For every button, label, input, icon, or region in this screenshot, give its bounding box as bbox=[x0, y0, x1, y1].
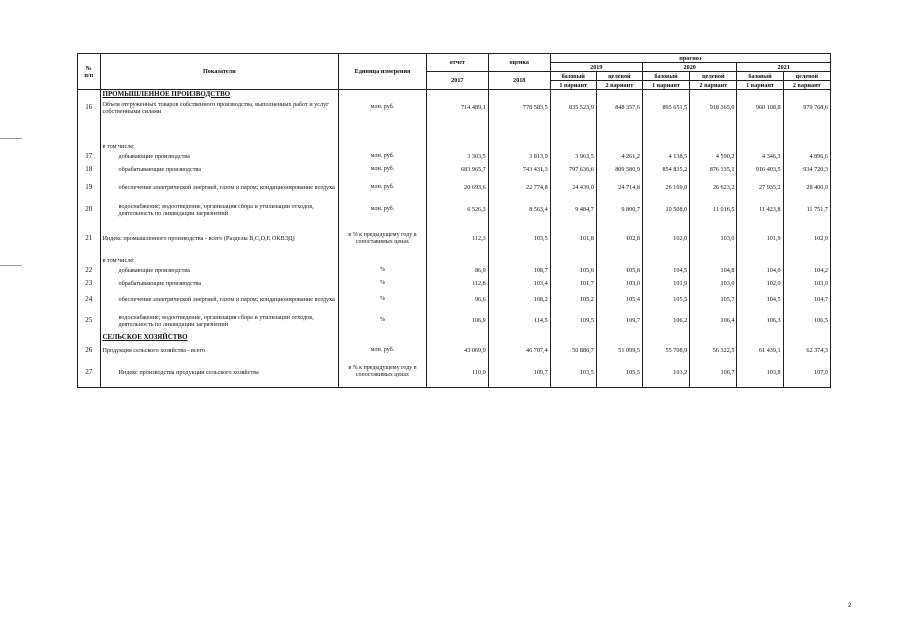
header-v1-2019: 1 вариант bbox=[550, 81, 596, 90]
header-target-2020: целевой bbox=[690, 72, 737, 81]
table-row: 26 Продукция сельского хозяйства - всего млн. руб. 43 069,9 46 707,4 50 886,7 51 099,5 55 708,9 56 322,5 61 439,1 62 374,3 bbox=[78, 344, 831, 358]
table-row: 27 Индекс производства продукции сельского хозяйства в % к предыдущему году в сопоставимых ценах 110,0 109,7 103,5 105,5 103,2 106,7 103,8 107,0 bbox=[78, 358, 831, 388]
table-row: 17 добывающие производства млн. руб. 3 303,5 3 813,9 3 963,5 4 261,2 4 138,5 4 590,2 4 346,3 4 896,6 bbox=[78, 151, 831, 163]
header-indicators: Показатели bbox=[100, 54, 339, 90]
header-target-2021: целевой bbox=[783, 72, 830, 81]
header-v1-2020: 1 вариант bbox=[642, 81, 689, 90]
section-agriculture: СЕЛЬСКОЕ ХОЗЯЙСТВО bbox=[102, 333, 188, 341]
header-forecast: прогноз bbox=[550, 54, 830, 63]
header-2020: 2020 bbox=[642, 63, 737, 72]
page-number: 2 bbox=[848, 603, 852, 609]
header-target-2019: целевой bbox=[596, 72, 642, 81]
including-label: в том числе: bbox=[100, 143, 339, 151]
header-2018: 2018 bbox=[488, 72, 550, 90]
including-label-2: в том числе: bbox=[100, 257, 339, 265]
header-base-2021: базовый bbox=[737, 72, 783, 81]
header-v2-2019: 2 вариант bbox=[596, 81, 642, 90]
section-industry: ПРОМЫШЛЕННОЕ ПРОИЗВОДСТВО bbox=[102, 89, 231, 98]
header-num: № п/п bbox=[78, 54, 101, 90]
header-2021: 2021 bbox=[737, 63, 831, 72]
header-v2-2020: 2 вариант bbox=[690, 81, 737, 90]
forecast-table-sheet bbox=[77, 53, 831, 388]
table-row: 24 обеспечение электрической энергией, газом и паром; кондиционирование воздуха % 96,6 108,2 105,2 105,4 105,5 105,7 104,5 104,7 bbox=[78, 290, 831, 310]
table-row: 16 Объем отгруженных товаров собственного производства, выполненных работ и услуг собственными силами млн. руб. 714 489,1 778 583,5 835 523,9 848 357,6 895 651,5 918 365,0 960 108,8 979 768,6 bbox=[78, 99, 831, 117]
header-report: отчет bbox=[426, 54, 488, 72]
table-row: 25 водоснабжение; водоотведение, организация сбора и утилизации отходов, деятельность по ликвидации загрязнений % 106,9 114,5 109,5 109,7 106,2 106,4 106,3 106,5 bbox=[78, 310, 831, 332]
header-2019: 2019 bbox=[550, 63, 642, 72]
table-row: 18 обрабатывающие производства млн. руб. 683 965,7 743 431,3 797 636,6 809 580,9 854 835,2 876 135,1 916 403,5 934 720,3 bbox=[78, 163, 831, 177]
table-row: 21 Индекс промышленного производства - всего (Разделы B,C,D,E ОКВЭД) в % к предыдущему году в сопоставимых ценах 112,3 103,5 101,8 102,8 102,0 103,0 101,9 102,9 bbox=[78, 221, 831, 257]
header-2017: 2017 bbox=[426, 72, 488, 90]
table-row: 23 обрабатывающие производства % 112,8 103,4 101,7 103,0 101,9 103,0 102,0 103,0 bbox=[78, 277, 831, 290]
header-v2-2021: 2 вариант bbox=[783, 81, 830, 90]
table-row: 20 водоснабжение; водоотведение, организация сбора и утилизации отходов, деятельность по ликвидации загрязнений млн. руб. 6 526,3 8 563,4 9 484,7 9 800,7 10 508,0 11 016,5 11 423,8 11 751,7 bbox=[78, 199, 831, 221]
table-row: 22 добывающие производства % 86,9 108,7 105,6 105,8 104,5 104,8 104,0 104,2 bbox=[78, 265, 831, 277]
forecast-table bbox=[77, 53, 831, 388]
header-base-2019: базовый bbox=[550, 72, 596, 81]
header-base-2020: базовый bbox=[642, 72, 689, 81]
table-row: 19 обеспечение электрической энергией, газом и паром; кондиционирование воздуха млн. руб. 20 693,6 22 774,8 24 439,0 24 714,8 26 169,8 26 623,2 27 935,2 28 400,0 bbox=[78, 177, 831, 199]
header-unit: Единица измерения bbox=[339, 54, 427, 90]
header-estimate: оценка bbox=[488, 54, 550, 72]
header-v1-2021: 1 вариант bbox=[737, 81, 783, 90]
